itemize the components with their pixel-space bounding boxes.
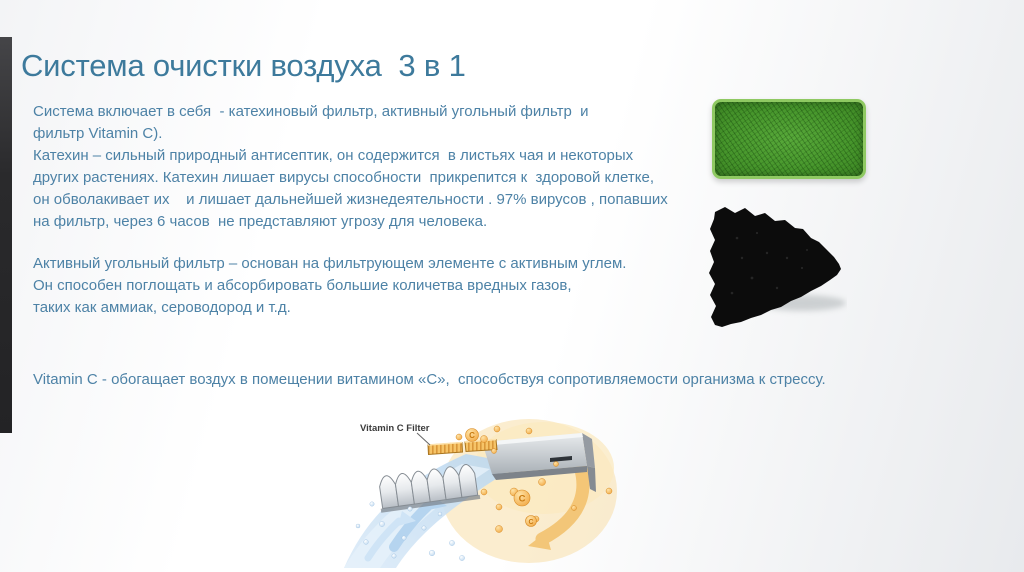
diagram-label: Vitamin C Filter [360, 423, 430, 434]
text-line: других растениях. Катехин лишает вирусы способности прикрепится к здоровой клетке, [33, 169, 654, 186]
vitamin-c-filter-diagram [344, 406, 622, 568]
text-line: Vitamin C - обогащает воздух в помещении витамином «С», способствуя сопротивляемости организма к стрессу. [33, 371, 826, 388]
left-accent-bar [0, 37, 12, 433]
text-line: Активный угольный фильтр – основан на фильтрующем элементе с активным углем. [33, 255, 627, 272]
vitamin-c-paragraph [33, 369, 973, 391]
text-line: таких как аммиак, сероводород и т.д. [33, 299, 291, 316]
bubble-letter: C [518, 493, 526, 505]
bubble-letter: C [528, 519, 534, 526]
bubble-letter: C [469, 431, 475, 440]
carbon-filter-paragraph [33, 253, 713, 319]
leader-line [417, 433, 430, 445]
text-line: Он способен поглощать и абсорбировать большие количетва вредных газов, [33, 277, 572, 294]
text-line: Система включает в себя - катехиновый фильтр, активный угольный фильтр и [33, 103, 589, 120]
text-line: он обволакивает их и лишает дальнейшей жизнедеятельности . 97% вирусов , попавших [33, 191, 668, 208]
intro-paragraph [33, 101, 713, 233]
text-line: на фильтр, через 6 часов не представляют угрозу для человека. [33, 213, 488, 230]
carbon-foam-photo [697, 198, 847, 333]
catechin-filter-photo [712, 99, 866, 179]
text-line: фильтр Vitamin C). [33, 125, 163, 142]
page-title: Система очистки воздуха 3 в 1 [21, 48, 466, 83]
text-line: Катехин – сильный природный антисептик, он содержится в листьях чая и некоторых [33, 147, 634, 164]
